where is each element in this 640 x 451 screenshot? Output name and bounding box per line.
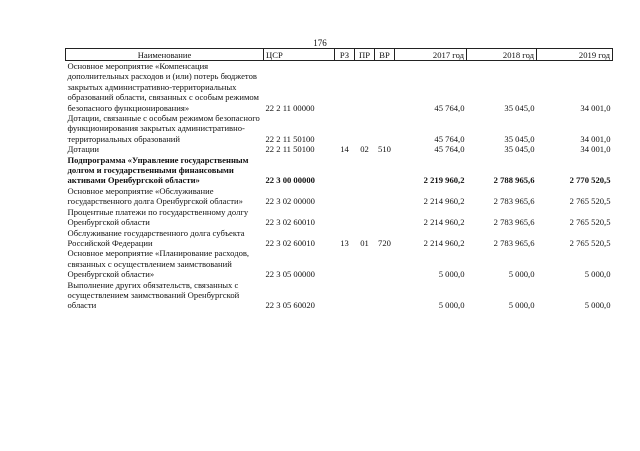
header-rz: РЗ	[335, 49, 355, 61]
row-name: Основное мероприятие «Компенсация дополнительных расходов и (или) потерь бюджетов закрытых административно-территориальных образований области, связанных с особым режимом безопасного функционирования»	[67, 61, 259, 113]
header-row	[66, 49, 613, 61]
row-2018: 35 045,0	[504, 144, 535, 155]
row-2017: 2 214 960,2	[423, 237, 465, 248]
row-name: Основное мероприятие «Планирование расходов, связанных с осуществлением заимствований Оренбургской области»	[67, 248, 250, 280]
budget-table	[65, 48, 613, 311]
row-2017: 5 000,0	[438, 300, 465, 311]
row-2019: 5 000,0	[584, 269, 611, 280]
row-2018: 2 783 965,6	[493, 237, 535, 248]
row-csr: 22 3 00 00000	[265, 175, 315, 186]
row-vr	[375, 248, 395, 279]
row-rz	[335, 113, 355, 144]
row-2019: 34 001,0	[580, 144, 611, 155]
row-2018: 5 000,0	[508, 269, 535, 280]
row-rz	[335, 61, 355, 114]
row-2019: 34 001,0	[580, 102, 611, 113]
row-pr	[355, 61, 375, 114]
row-name: Подпрограмма «Управление государственным долгом и государственными финансовыми активами Оренбургской области»	[67, 154, 249, 186]
row-rz	[335, 186, 355, 207]
row-pr	[355, 248, 375, 279]
row-csr: 22 3 05 60020	[265, 300, 315, 311]
row-pr	[355, 280, 375, 311]
header-2019: 2019 год	[537, 49, 613, 61]
row-rz: 14	[340, 144, 349, 155]
row-name: Обслуживание государственного долга субъекта Российской Федерации	[67, 227, 245, 248]
row-pr	[355, 207, 375, 228]
row-csr: 22 3 02 00000	[265, 196, 315, 207]
table-row	[66, 186, 613, 207]
table-row	[66, 61, 613, 114]
row-2019: 34 001,0	[580, 133, 611, 144]
header-name: Наименование	[66, 49, 264, 61]
row-2018: 2 783 965,6	[493, 196, 535, 207]
row-csr: 22 2 11 00000	[265, 102, 315, 113]
row-pr: 02	[360, 144, 369, 155]
row-rz	[335, 155, 355, 186]
row-name: Дотации, связанные с особым режимом безопасного функционирования закрытых административно-территориальных образований	[67, 113, 260, 144]
row-pr	[355, 186, 375, 207]
row-csr: 22 3 02 60010	[265, 237, 315, 248]
row-vr	[375, 186, 395, 207]
row-2018: 5 000,0	[508, 300, 535, 311]
row-2017: 45 764,0	[434, 133, 465, 144]
row-2018: 35 045,0	[504, 102, 535, 113]
row-2017: 5 000,0	[438, 269, 465, 280]
row-vr	[375, 280, 395, 311]
row-name: Процентные платежи по государственному долгу Оренбургской области	[67, 206, 249, 228]
row-csr: 22 3 05 00000	[265, 269, 315, 280]
header-vr: ВР	[375, 49, 395, 61]
row-2018: 2 788 965,6	[493, 175, 535, 186]
table-row	[66, 248, 613, 279]
header-csr: ЦСР	[264, 49, 335, 61]
row-vr	[375, 207, 395, 228]
row-rz	[335, 280, 355, 311]
row-name: Основное мероприятие «Обслуживание государственного долга Оренбургской области»	[67, 185, 243, 207]
page-number: 176	[313, 38, 327, 48]
row-name: Дотации	[67, 144, 100, 155]
row-2018: 2 783 965,6	[493, 217, 535, 228]
table-row	[66, 155, 613, 186]
table-row	[66, 207, 613, 228]
header-pr: ПР	[355, 49, 375, 61]
row-rz	[335, 248, 355, 279]
row-vr	[375, 155, 395, 186]
row-rz: 13	[340, 237, 349, 248]
row-pr: 01	[360, 237, 369, 248]
row-vr	[375, 61, 395, 114]
row-2019: 5 000,0	[584, 300, 611, 311]
header-2018: 2018 год	[467, 49, 537, 61]
row-2017: 2 214 960,2	[423, 217, 465, 228]
row-vr: 720	[378, 237, 391, 248]
row-2017: 2 219 960,2	[423, 175, 465, 186]
row-2017: 45 764,0	[434, 144, 465, 155]
row-name: Выполнение других обязательств, связанных с осуществлением заимствований Оренбургской области	[67, 279, 240, 311]
row-vr: 510	[378, 144, 391, 155]
row-2019: 2 765 520,5	[569, 196, 611, 207]
table-row	[66, 280, 613, 311]
row-pr	[355, 155, 375, 186]
header-2017: 2017 год	[395, 49, 467, 61]
row-rz	[335, 207, 355, 228]
row-vr	[375, 113, 395, 144]
row-csr: 22 2 11 50100	[265, 144, 315, 155]
row-2017: 45 764,0	[434, 102, 465, 113]
row-csr: 22 2 11 50100	[265, 133, 315, 144]
row-2019: 2 765 520,5	[569, 217, 611, 228]
row-pr	[355, 113, 375, 144]
row-2019: 2 770 520,5	[569, 175, 611, 186]
table-row	[66, 228, 613, 249]
row-2017: 2 214 960,2	[423, 196, 465, 207]
table-row	[66, 113, 613, 144]
row-2019: 2 765 520,5	[569, 237, 611, 248]
row-2018: 35 045,0	[504, 133, 535, 144]
table-row	[66, 144, 613, 154]
row-csr: 22 3 02 60010	[265, 217, 315, 228]
